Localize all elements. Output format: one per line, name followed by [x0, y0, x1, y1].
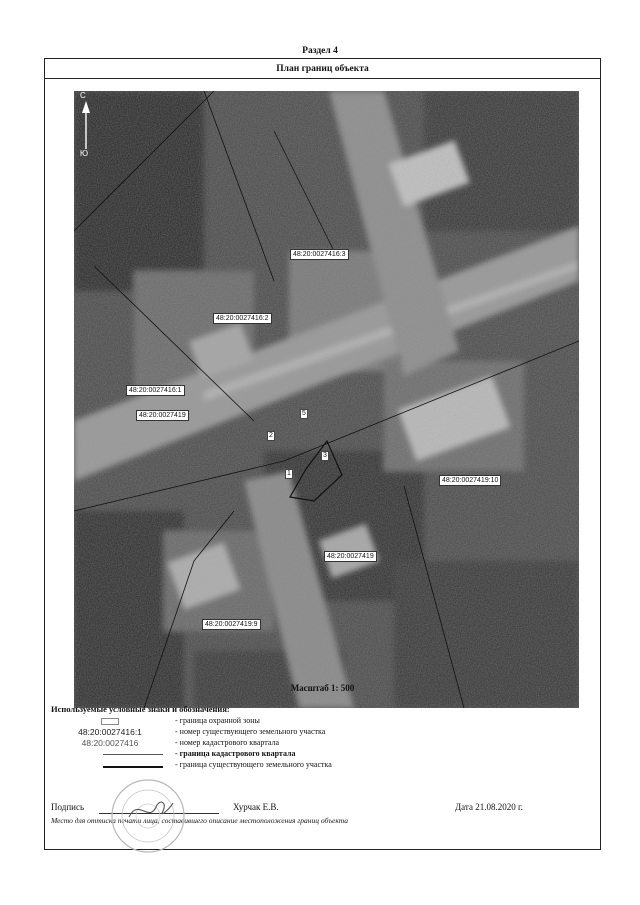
compass-south-label: Ю — [80, 149, 89, 158]
legend-description: - граница охранной зоны — [175, 716, 260, 725]
parcel-label: 48:20:0027419 — [324, 551, 377, 562]
stamp-note: Место для оттиска печати лица, составившего описание местоположения границ объекта — [51, 816, 349, 825]
scale-label: Масштаб 1: 500 — [290, 683, 355, 693]
signer-name: Хурчак Е.В. — [233, 802, 279, 812]
legend-description: - номер существующего земельного участка — [175, 727, 326, 736]
seal-stamp-icon — [109, 777, 187, 855]
signature-label: Подпись — [51, 802, 85, 812]
legend-title: Используемые условные знаки и обозначения: — [51, 704, 230, 714]
legend-description: - номер кадастрового квартала — [175, 738, 280, 747]
legend-row — [51, 727, 591, 738]
legend-description: - граница кадастрового квартала — [175, 749, 296, 758]
compass-north-label: С — [80, 91, 86, 100]
land-boundary-line-symbol — [103, 766, 163, 768]
parcel-label: 48:20:0027416:3 — [290, 249, 349, 260]
legend-row — [51, 760, 591, 771]
parcel-label: 48:20:0027419:9 — [202, 619, 261, 630]
aerial-photo — [74, 91, 579, 708]
legend-row — [51, 738, 591, 749]
parcel-label: 48:20:0027419:10 — [439, 475, 501, 486]
compass — [78, 91, 100, 161]
point-label: 5 — [302, 410, 306, 417]
legend-row — [51, 749, 591, 760]
parcel-label: 48:20:0027416:2 — [213, 313, 272, 324]
point-label: 3 — [323, 452, 327, 459]
quarter-number-symbol: 48:20:0027416 — [81, 738, 139, 748]
quarter-boundary-line-symbol — [103, 754, 163, 755]
parcel-label: 48:20:0027419 — [136, 410, 189, 421]
point-label: 1 — [287, 470, 291, 477]
aerial-map — [74, 91, 579, 708]
point-label: 2 — [269, 432, 273, 439]
document-frame — [44, 58, 601, 850]
section-title: Раздел 4 — [302, 46, 338, 56]
legend-description: - граница существующего земельного участка — [175, 760, 332, 769]
legend — [51, 704, 591, 771]
signature-date: Дата 21.08.2020 г. — [455, 802, 523, 812]
parcel-label: 48:20:0027416:1 — [126, 385, 185, 396]
parcel-number-symbol: 48:20:0027416:1 — [78, 727, 142, 737]
legend-row — [51, 716, 591, 727]
zone-boundary-symbol — [51, 716, 169, 727]
plan-title: План границ объекта — [45, 59, 600, 79]
